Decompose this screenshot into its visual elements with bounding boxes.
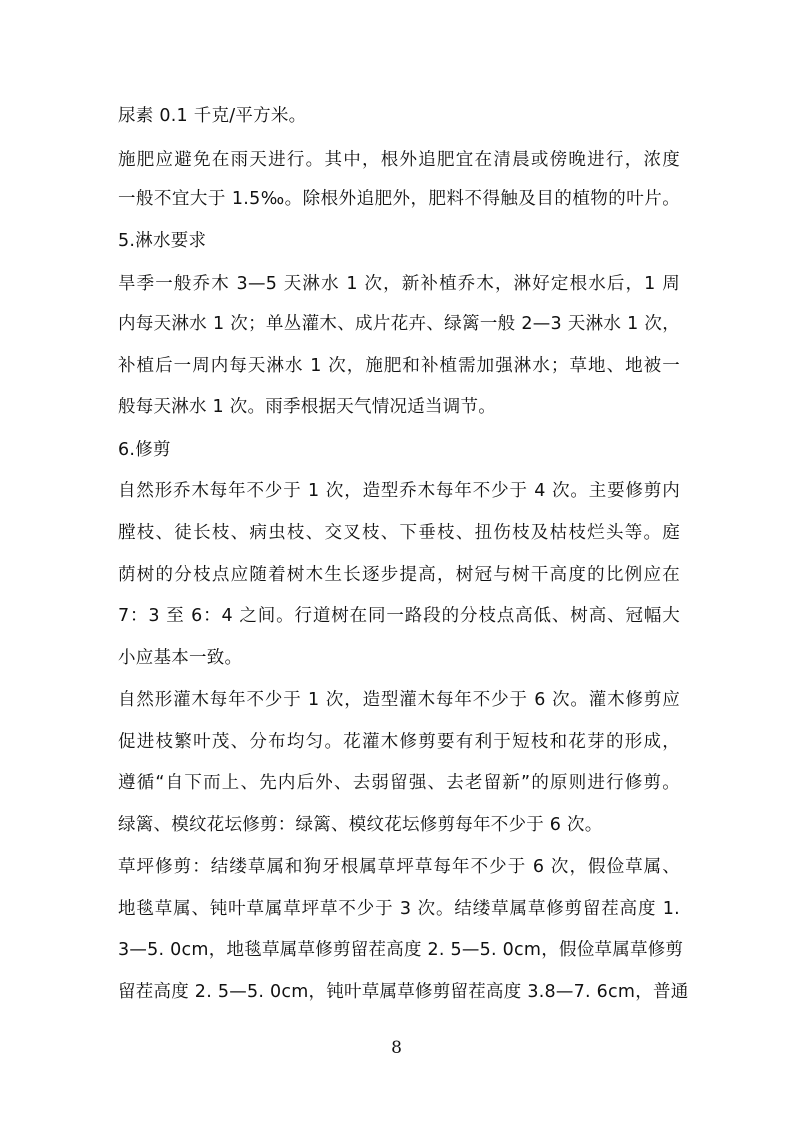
section-heading: 6.修剪: [118, 440, 171, 460]
text-line: 旱季一般乔木 3—5 天淋水 1 次，新补植乔木，淋好定根水后，1 周: [118, 274, 680, 294]
text-line: 自然形灌木每年不少于 1 次，造型灌木每年不少于 6 次。灌木修剪应: [118, 690, 680, 710]
text-line: 地毯草属、钝叶草属草坪草不少于 3 次。结缕草属草修剪留茬高度 1.: [118, 899, 680, 919]
text-line: 绿篱、模纹花坛修剪：绿篱、模纹花坛修剪每年不少于 6 次。: [118, 815, 603, 835]
text-line: 遵循“自下而上、先内后外、去弱留强、去老留新”的原则进行修剪。: [118, 773, 680, 793]
text-line: 荫树的分枝点应随着树木生长逐步提高，树冠与树干高度的比例应在: [118, 565, 680, 585]
text-line: 内每天淋水 1 次；单丛灌木、成片花卉、绿篱一般 2—3 天淋水 1 次，: [118, 314, 680, 334]
text-line: 草坪修剪：结缕草属和狗牙根属草坪草每年不少于 6 次，假俭草属、: [118, 857, 680, 877]
text-line: 一般不宜大于 1.5‰。除根外追肥外，肥料不得触及目的植物的叶片。: [118, 189, 680, 209]
section-heading: 5.淋水要求: [118, 231, 207, 251]
text-line: 尿素 0.1 千克/平方米。: [118, 106, 307, 126]
text-line: 补植后一周内每天淋水 1 次，施肥和补植需加强淋水；草地、地被一: [118, 356, 680, 376]
text-line: 留茬高度 2. 5—5. 0cm，钝叶草属草修剪留茬高度 3.8—7. 6cm，普通: [118, 982, 689, 1002]
text-line: 膛枝、徒长枝、病虫枝、交叉枝、下垂枝、扭伤枝及枯枝烂头等。庭: [118, 523, 680, 543]
text-line: 般每天淋水 1 次。雨季根据天气情况适当调节。: [118, 397, 497, 417]
text-line: 7：3 至 6：4 之间。行道树在同一路段的分枝点高低、树高、冠幅大: [118, 606, 680, 626]
text-line: 小应基本一致。: [118, 648, 243, 668]
page-number: 8: [391, 1038, 402, 1058]
text-line: 3—5. 0cm，地毯草属草修剪留茬高度 2. 5—5. 0cm，假俭草属草修剪: [118, 940, 684, 960]
text-line: 促进枝繁叶茂、分布均匀。花灌木修剪要有利于短枝和花芽的形成，: [118, 732, 680, 752]
text-line: 自然形乔木每年不少于 1 次，造型乔木每年不少于 4 次。主要修剪内: [118, 481, 680, 501]
text-line: 施肥应避免在雨天进行。其中，根外追肥宜在清晨或傍晚进行，浓度: [118, 150, 680, 170]
